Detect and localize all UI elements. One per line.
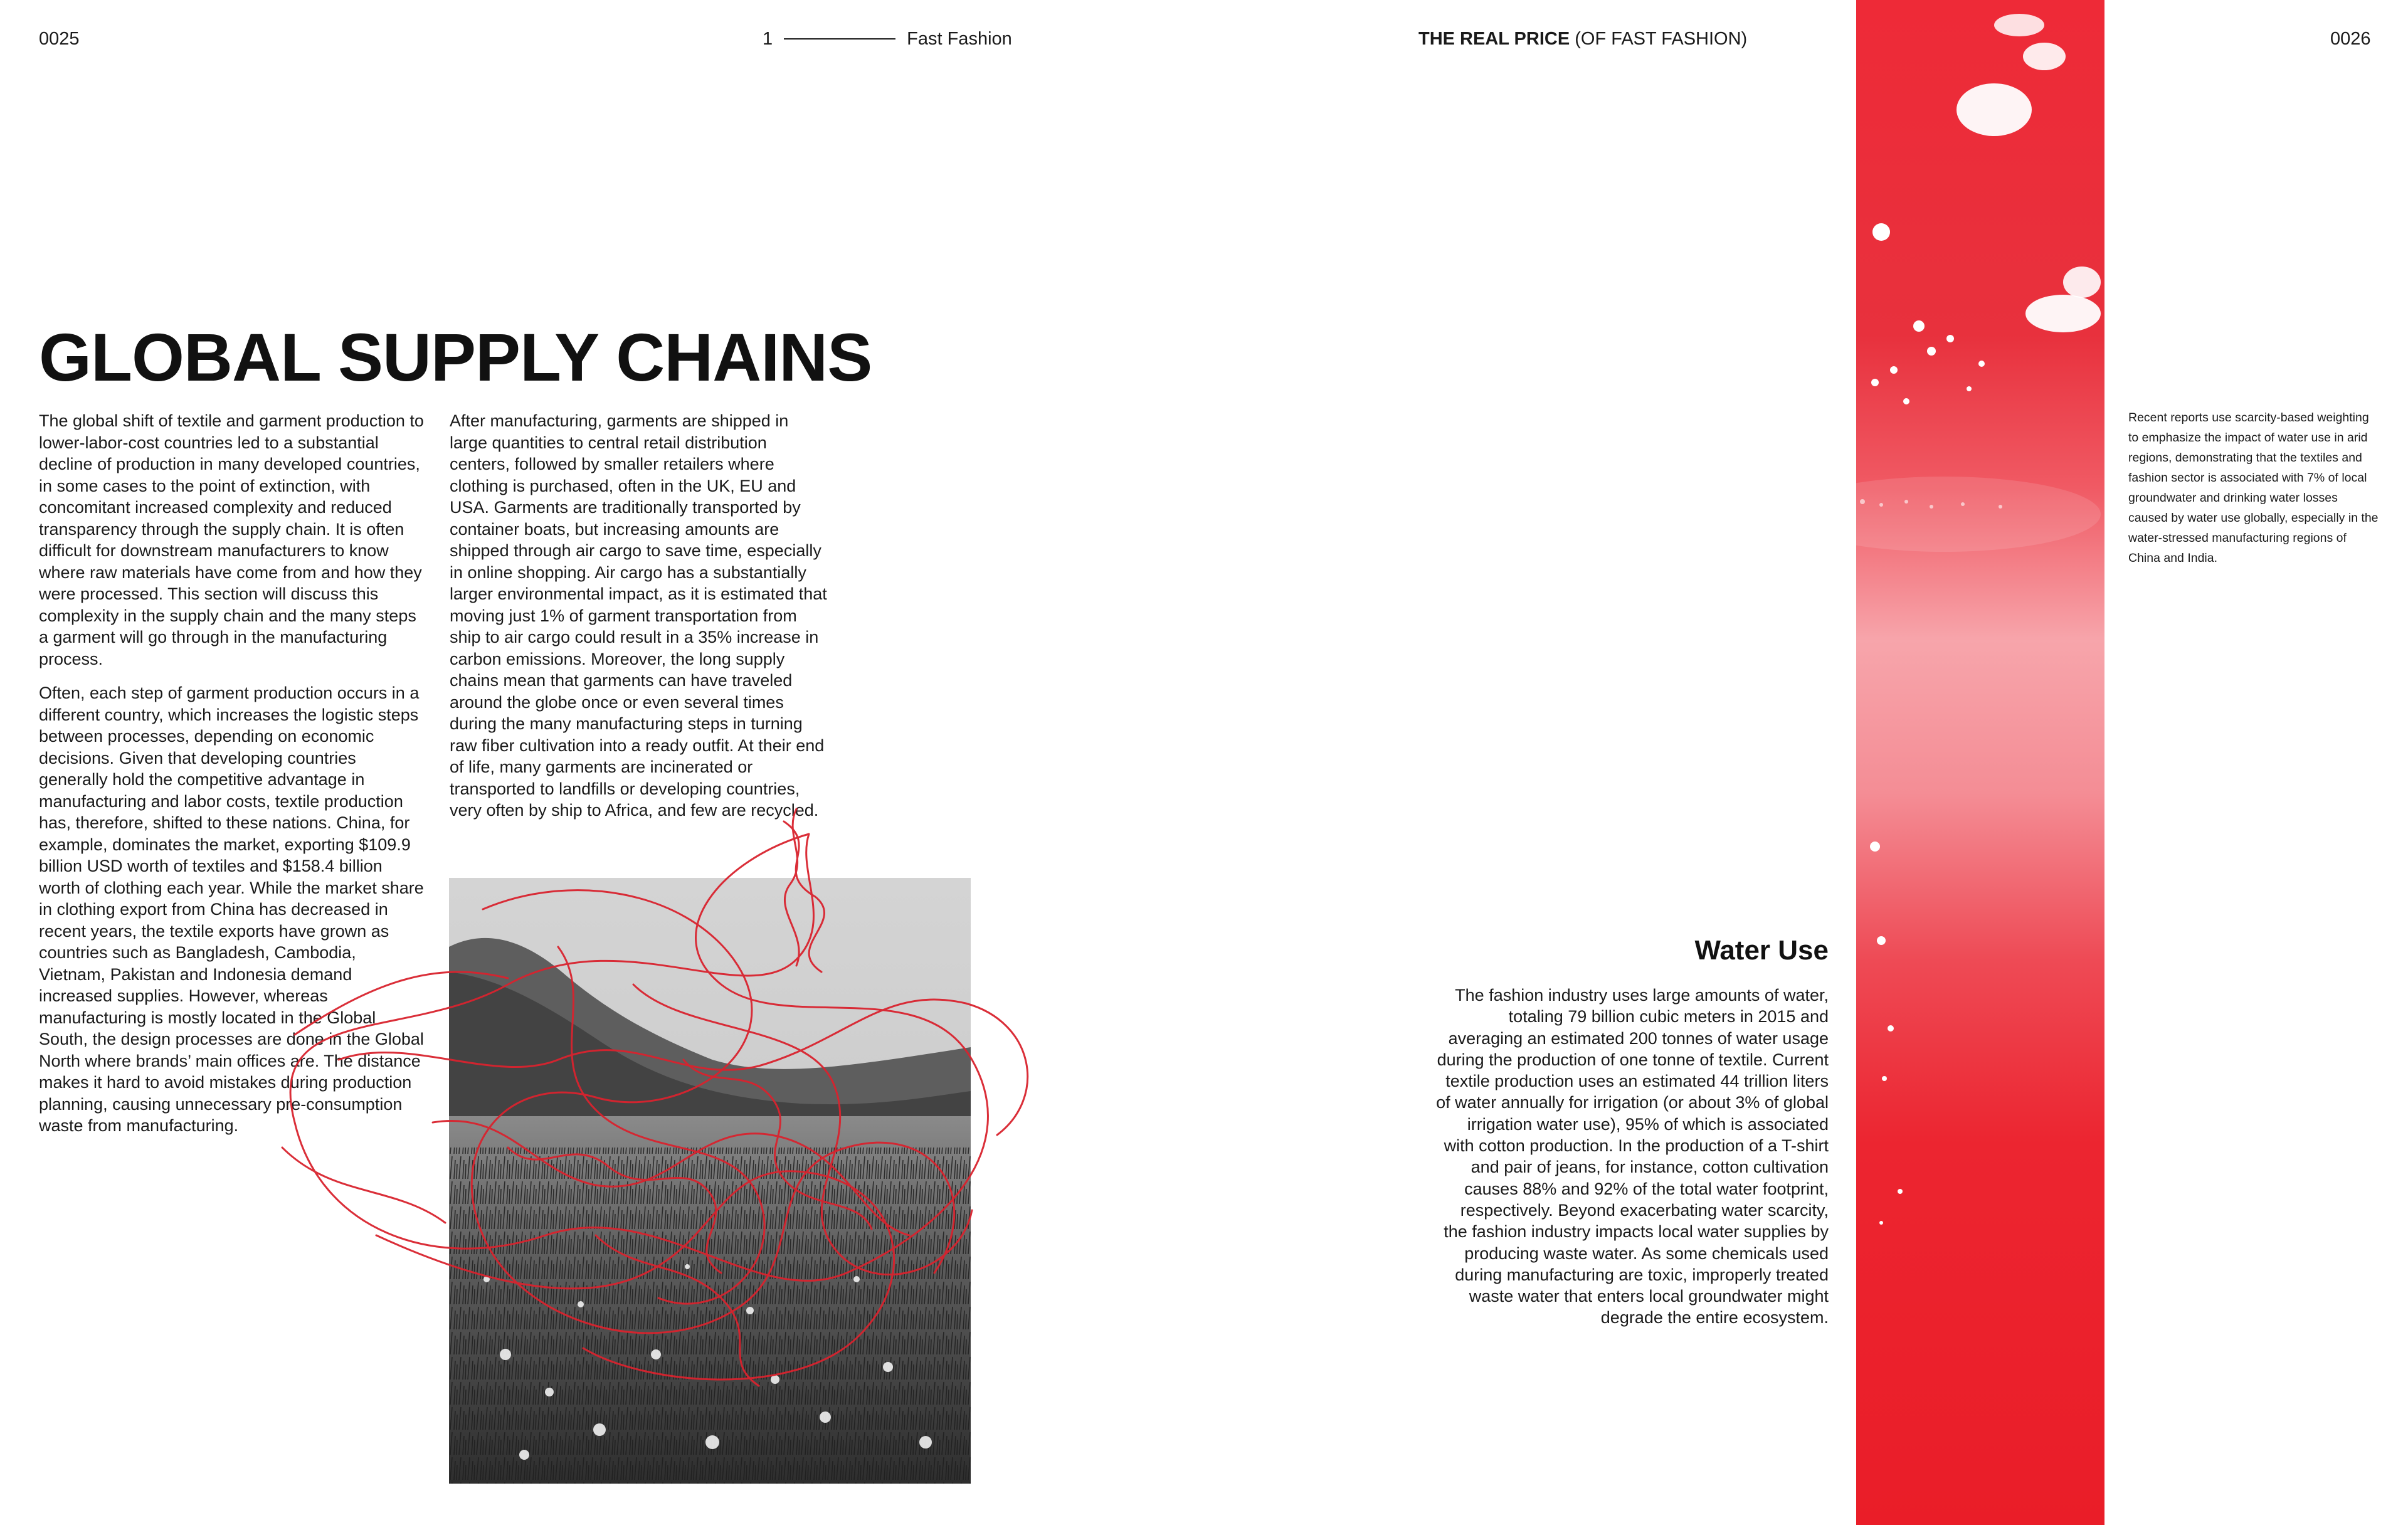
page-number-right: 0026 <box>2330 29 2371 49</box>
water-use-heading: Water Use <box>1694 935 1829 966</box>
meadow-photo <box>449 878 971 1484</box>
meadow-photo-art <box>449 878 971 1484</box>
water-use-body: The fashion industry uses large amounts of water, totaling 79 billion cubic meters in 2015 and averaging an estimated 200 tonnes of water usage during the production of one tonne of textile. Current textile production uses an estimated 44 trillion liters of water annually for irrigation (or about 3% of global irrigation water use), 95% of which is associated with cotton production. In the production of a T-shirt and pair of jeans, for instance, cotton cultivation causes 88% and 92% of the total water footprint, respectively. Beyond exacerbating water scarcity, the fashion industry impacts local water supplies by producing waste water. As some chemicals used during manufacturing are toxic, improperly treated waste water that enters local groundwater might degrade the entire ecosystem. <box>1436 986 1829 1327</box>
chapter-title: Fast Fashion <box>907 29 1012 49</box>
chapter-number: 1 <box>763 29 773 49</box>
running-title <box>1418 28 1747 50</box>
body-paragraph: Often, each step of garment production occurs in a different country, which increases the logistic steps between processes, depending on economic decisions. Given that developing countries generally hold the competitive advantage in manufacturing and labor costs, textile production has, therefore, shifted to these nations. China, for example, dominates the market, exporting $109.9 billion USD worth of textiles and $158.4 billion worth of clothing each year. While the market share in clothing export from China has decreased in recent years, the textile exports have grown as countries such as Bangladesh, Cambodia, Vietnam, Pakistan and Indonesia demand increased supplies. However, whereas manufacturing is mostly located in the Global South, the design processes are done in the Global North where brands’ main offices are. The distance makes it hard to avoid mistakes during production planning, causing unnecessary pre-consumption waste from manufacturing. <box>39 683 424 1135</box>
chapter-rule <box>784 38 895 40</box>
body-column-1 <box>39 410 425 1149</box>
body-column-2 <box>450 410 830 834</box>
water-splash-art <box>1856 0 2104 1525</box>
running-title-rest: (OF FAST FASHION) <box>1570 29 1748 49</box>
chapter-marker <box>763 28 1012 50</box>
page-number-left: 0025 <box>39 29 80 49</box>
body-paragraph: The global shift of textile and garment production to lower-labor-cost countries led to a substantial decline of production in many developed countries, in some cases to the point of extinction, with concomitant increased complexity and reduced transparency through the supply chain. It is often difficult for downstream manufacturers to know where raw materials have come from and how they were processed. This section will discuss this complexity in the supply chain and the many steps a garment will go through in the manufacturing process. <box>39 411 424 668</box>
running-title-bold: THE REAL PRICE <box>1418 29 1570 49</box>
body-paragraph: After manufacturing, garments are shipped in large quantities to central retail distribution centers, followed by smaller retailers where clothing is purchased, often in the UK, EU and USA. Garments are traditionally transported by container boats, but increasing amounts are shipped through air cargo to save time, especially in online shopping. Air cargo has a substantially larger environmental impact, as it is estimated that moving just 1% of garment transportation from ship to air cargo could result in a 35% increase in carbon emissions. Moreover, the long supply chains mean that garments can have traveled around the globe once or even several times during the many manufacturing steps in turning raw fiber cultivation into a ready outfit. At their end of life, many garments are incinerated or transported to landfills or developing countries, very often by ship to Africa, and few are recycled. <box>450 411 827 820</box>
red-water-image <box>1856 0 2104 1525</box>
sidenote: Recent reports use scarcity-based weighting to emphasize the impact of water use in arid regions, demonstrating that the textiles and fashion sector is associated with 7% of local groundwater and drinking water losses caused by water use globally, especially in the water-stressed manufacturing regions of China and India. <box>2128 411 2379 565</box>
section-title: GLOBAL SUPPLY CHAINS <box>39 319 872 395</box>
